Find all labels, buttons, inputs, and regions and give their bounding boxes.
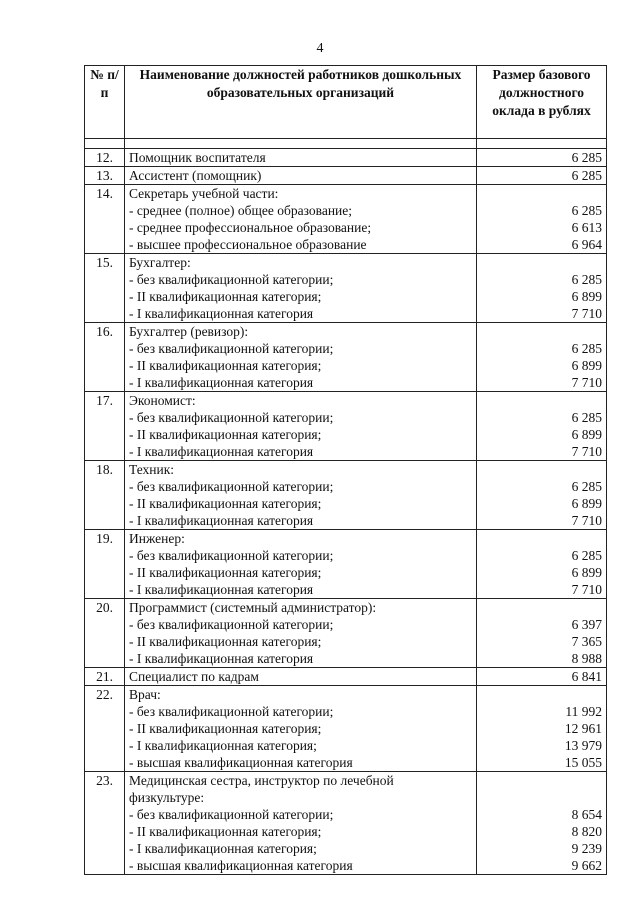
- salary-value: [481, 461, 602, 478]
- salary-value: [481, 392, 602, 409]
- position-subitem: - II квалификационная категория;: [129, 496, 322, 511]
- position-title: Бухгалтер:: [129, 255, 191, 270]
- position-title-cell: [125, 686, 477, 772]
- salary-value: [481, 686, 602, 703]
- position-subitem: - среднее (полное) общее образование;: [129, 203, 353, 218]
- table-row: [85, 772, 607, 875]
- salary-value-cell: [477, 599, 607, 668]
- row-number: 13.: [85, 167, 125, 185]
- salary-value: 9 662: [571, 858, 602, 873]
- table-row: [85, 686, 607, 772]
- page-number: 4: [316, 41, 324, 56]
- position-title-cell: [125, 599, 477, 668]
- row-number: 19.: [85, 530, 125, 599]
- column-header-title: Наименование должностей работников дошкольных образовательных организаций: [125, 66, 477, 139]
- position-subitem: - среднее профессиональное образование;: [129, 220, 372, 235]
- salary-value-cell: [477, 668, 607, 686]
- salary-value: 7 710: [571, 444, 602, 459]
- salary-value: 6 285: [571, 548, 602, 563]
- salary-value: [481, 185, 602, 202]
- table-row: [85, 530, 607, 599]
- position-subitem: - высшая квалификационная категория: [129, 858, 353, 873]
- salary-value: 13 979: [564, 738, 602, 753]
- table-row: [85, 149, 607, 167]
- table-row: [85, 323, 607, 392]
- row-number: 23.: [85, 772, 125, 875]
- salary-value-cell: [477, 686, 607, 772]
- salary-value-cell: [477, 530, 607, 599]
- salary-value: 7 710: [571, 306, 602, 321]
- salary-value-cell: [477, 149, 607, 167]
- position-subitem: - без квалификационной категории;: [129, 341, 334, 356]
- salary-value: [481, 254, 602, 271]
- salary-value: 6 285: [571, 341, 602, 356]
- table-row: [85, 599, 607, 668]
- position-subitem: - II квалификационная категория;: [129, 721, 322, 736]
- salary-value: 6 613: [571, 220, 602, 235]
- salary-value-cell: [477, 167, 607, 185]
- position-subitem: - II квалификационная категория;: [129, 824, 322, 839]
- salary-value: 6 899: [571, 427, 602, 442]
- table-body: [85, 139, 607, 875]
- salary-value: 6 899: [571, 496, 602, 511]
- salary-value-cell: [477, 392, 607, 461]
- position-subitem: - высшая квалификационная категория: [129, 755, 353, 770]
- salary-value: 6 285: [571, 272, 602, 287]
- position-title: Экономист:: [129, 393, 196, 408]
- position-subitem: - I квалификационная категория;: [129, 841, 317, 856]
- position-title: Врач:: [129, 687, 161, 702]
- salary-value: 8 654: [571, 807, 602, 822]
- salary-value: 6 841: [571, 669, 602, 684]
- salary-value: [481, 599, 602, 616]
- position-title: Бухгалтер (ревизор):: [129, 324, 249, 339]
- salary-value: 8 820: [571, 824, 602, 839]
- position-subitem: - I квалификационная категория;: [129, 738, 317, 753]
- position-subitem: - I квалификационная категория: [129, 582, 314, 597]
- position-title-cell: [125, 167, 477, 185]
- row-number: 15.: [85, 254, 125, 323]
- salary-value: 6 285: [571, 410, 602, 425]
- position-subitem: - II квалификационная категория;: [129, 634, 322, 649]
- column-header-salary: Размер базового должностного оклада в рублях: [477, 66, 607, 139]
- position-subitem: физкультуре:: [129, 790, 205, 805]
- position-subitem: - II квалификационная категория;: [129, 289, 322, 304]
- position-subitem: - без квалификационной категории;: [129, 272, 334, 287]
- position-title-cell: [125, 461, 477, 530]
- salary-value-cell: [477, 323, 607, 392]
- salary-value: [481, 789, 602, 806]
- row-number: 12.: [85, 149, 125, 167]
- table-row: [85, 167, 607, 185]
- position-title-cell: [125, 185, 477, 254]
- table-row: [85, 392, 607, 461]
- position-subitem: - II квалификационная категория;: [129, 358, 322, 373]
- salary-value: 6 285: [571, 150, 602, 165]
- position-subitem: - I квалификационная категория: [129, 444, 314, 459]
- position-subitem: - высшее профессиональное образование: [129, 237, 367, 252]
- salary-value: 6 899: [571, 565, 602, 580]
- salary-value: 11 992: [565, 704, 602, 719]
- position-subitem: - I квалификационная категория: [129, 375, 314, 390]
- position-subitem: - без квалификационной категории;: [129, 704, 334, 719]
- position-title: Помощник воспитателя: [129, 150, 266, 165]
- position-title-cell: [125, 254, 477, 323]
- position-title-cell: [125, 323, 477, 392]
- table-header-row: [85, 66, 607, 139]
- position-title: Инженер:: [129, 531, 185, 546]
- salary-value: 9 239: [571, 841, 602, 856]
- salary-value: 12 961: [564, 721, 602, 736]
- position-subitem: - I квалификационная категория: [129, 651, 314, 666]
- row-number: 22.: [85, 686, 125, 772]
- salary-value: 6 899: [571, 358, 602, 373]
- salary-value: 6 899: [571, 289, 602, 304]
- salary-value: 6 397: [571, 617, 602, 632]
- row-number: 18.: [85, 461, 125, 530]
- position-title: Техник:: [129, 462, 175, 477]
- salary-value: 7 710: [571, 582, 602, 597]
- salary-value: 6 285: [571, 168, 602, 183]
- table-spacer-row: [85, 139, 607, 149]
- salary-value: 7 710: [571, 513, 602, 528]
- position-title: Программист (системный администратор):: [129, 600, 377, 615]
- position-subitem: - II квалификационная категория;: [129, 565, 322, 580]
- table-row: [85, 254, 607, 323]
- position-subitem: - без квалификационной категории;: [129, 479, 334, 494]
- position-title: Ассистент (помощник): [129, 168, 262, 183]
- salary-value: [481, 530, 602, 547]
- salary-value: 15 055: [564, 755, 602, 770]
- position-subitem: - I квалификационная категория: [129, 513, 314, 528]
- position-title-cell: [125, 772, 477, 875]
- table-row: [85, 461, 607, 530]
- row-number: 16.: [85, 323, 125, 392]
- position-title-cell: [125, 149, 477, 167]
- salary-value: 7 710: [571, 375, 602, 390]
- row-number: 14.: [85, 185, 125, 254]
- position-title-cell: [125, 668, 477, 686]
- salary-value: [481, 772, 602, 789]
- position-subitem: - без квалификационной категории;: [129, 617, 334, 632]
- position-subitem: - II квалификационная категория;: [129, 427, 322, 442]
- position-subitem: - без квалификационной категории;: [129, 410, 334, 425]
- column-header-number: № п/п: [85, 66, 125, 139]
- table-row: [85, 668, 607, 686]
- row-number: 20.: [85, 599, 125, 668]
- salary-value-cell: [477, 461, 607, 530]
- position-subitem: - без квалификационной категории;: [129, 807, 334, 822]
- position-title-cell: [125, 530, 477, 599]
- table-row: [85, 185, 607, 254]
- row-number: 21.: [85, 668, 125, 686]
- position-title: Секретарь учебной части:: [129, 186, 279, 201]
- salary-value: 6 285: [571, 479, 602, 494]
- row-number: 17.: [85, 392, 125, 461]
- position-subitem: - без квалификационной категории;: [129, 548, 334, 563]
- position-title: Специалист по кадрам: [129, 669, 259, 684]
- salary-table: [84, 65, 607, 875]
- salary-value: 7 365: [571, 634, 602, 649]
- salary-value: 8 988: [571, 651, 602, 666]
- salary-value: 6 964: [571, 237, 602, 252]
- salary-value-cell: [477, 185, 607, 254]
- position-subitem: - I квалификационная категория: [129, 306, 314, 321]
- salary-value: 6 285: [571, 203, 602, 218]
- salary-value-cell: [477, 772, 607, 875]
- position-title: Медицинская сестра, инструктор по лечебной: [129, 773, 394, 788]
- salary-value-cell: [477, 254, 607, 323]
- salary-value: [481, 323, 602, 340]
- position-title-cell: [125, 392, 477, 461]
